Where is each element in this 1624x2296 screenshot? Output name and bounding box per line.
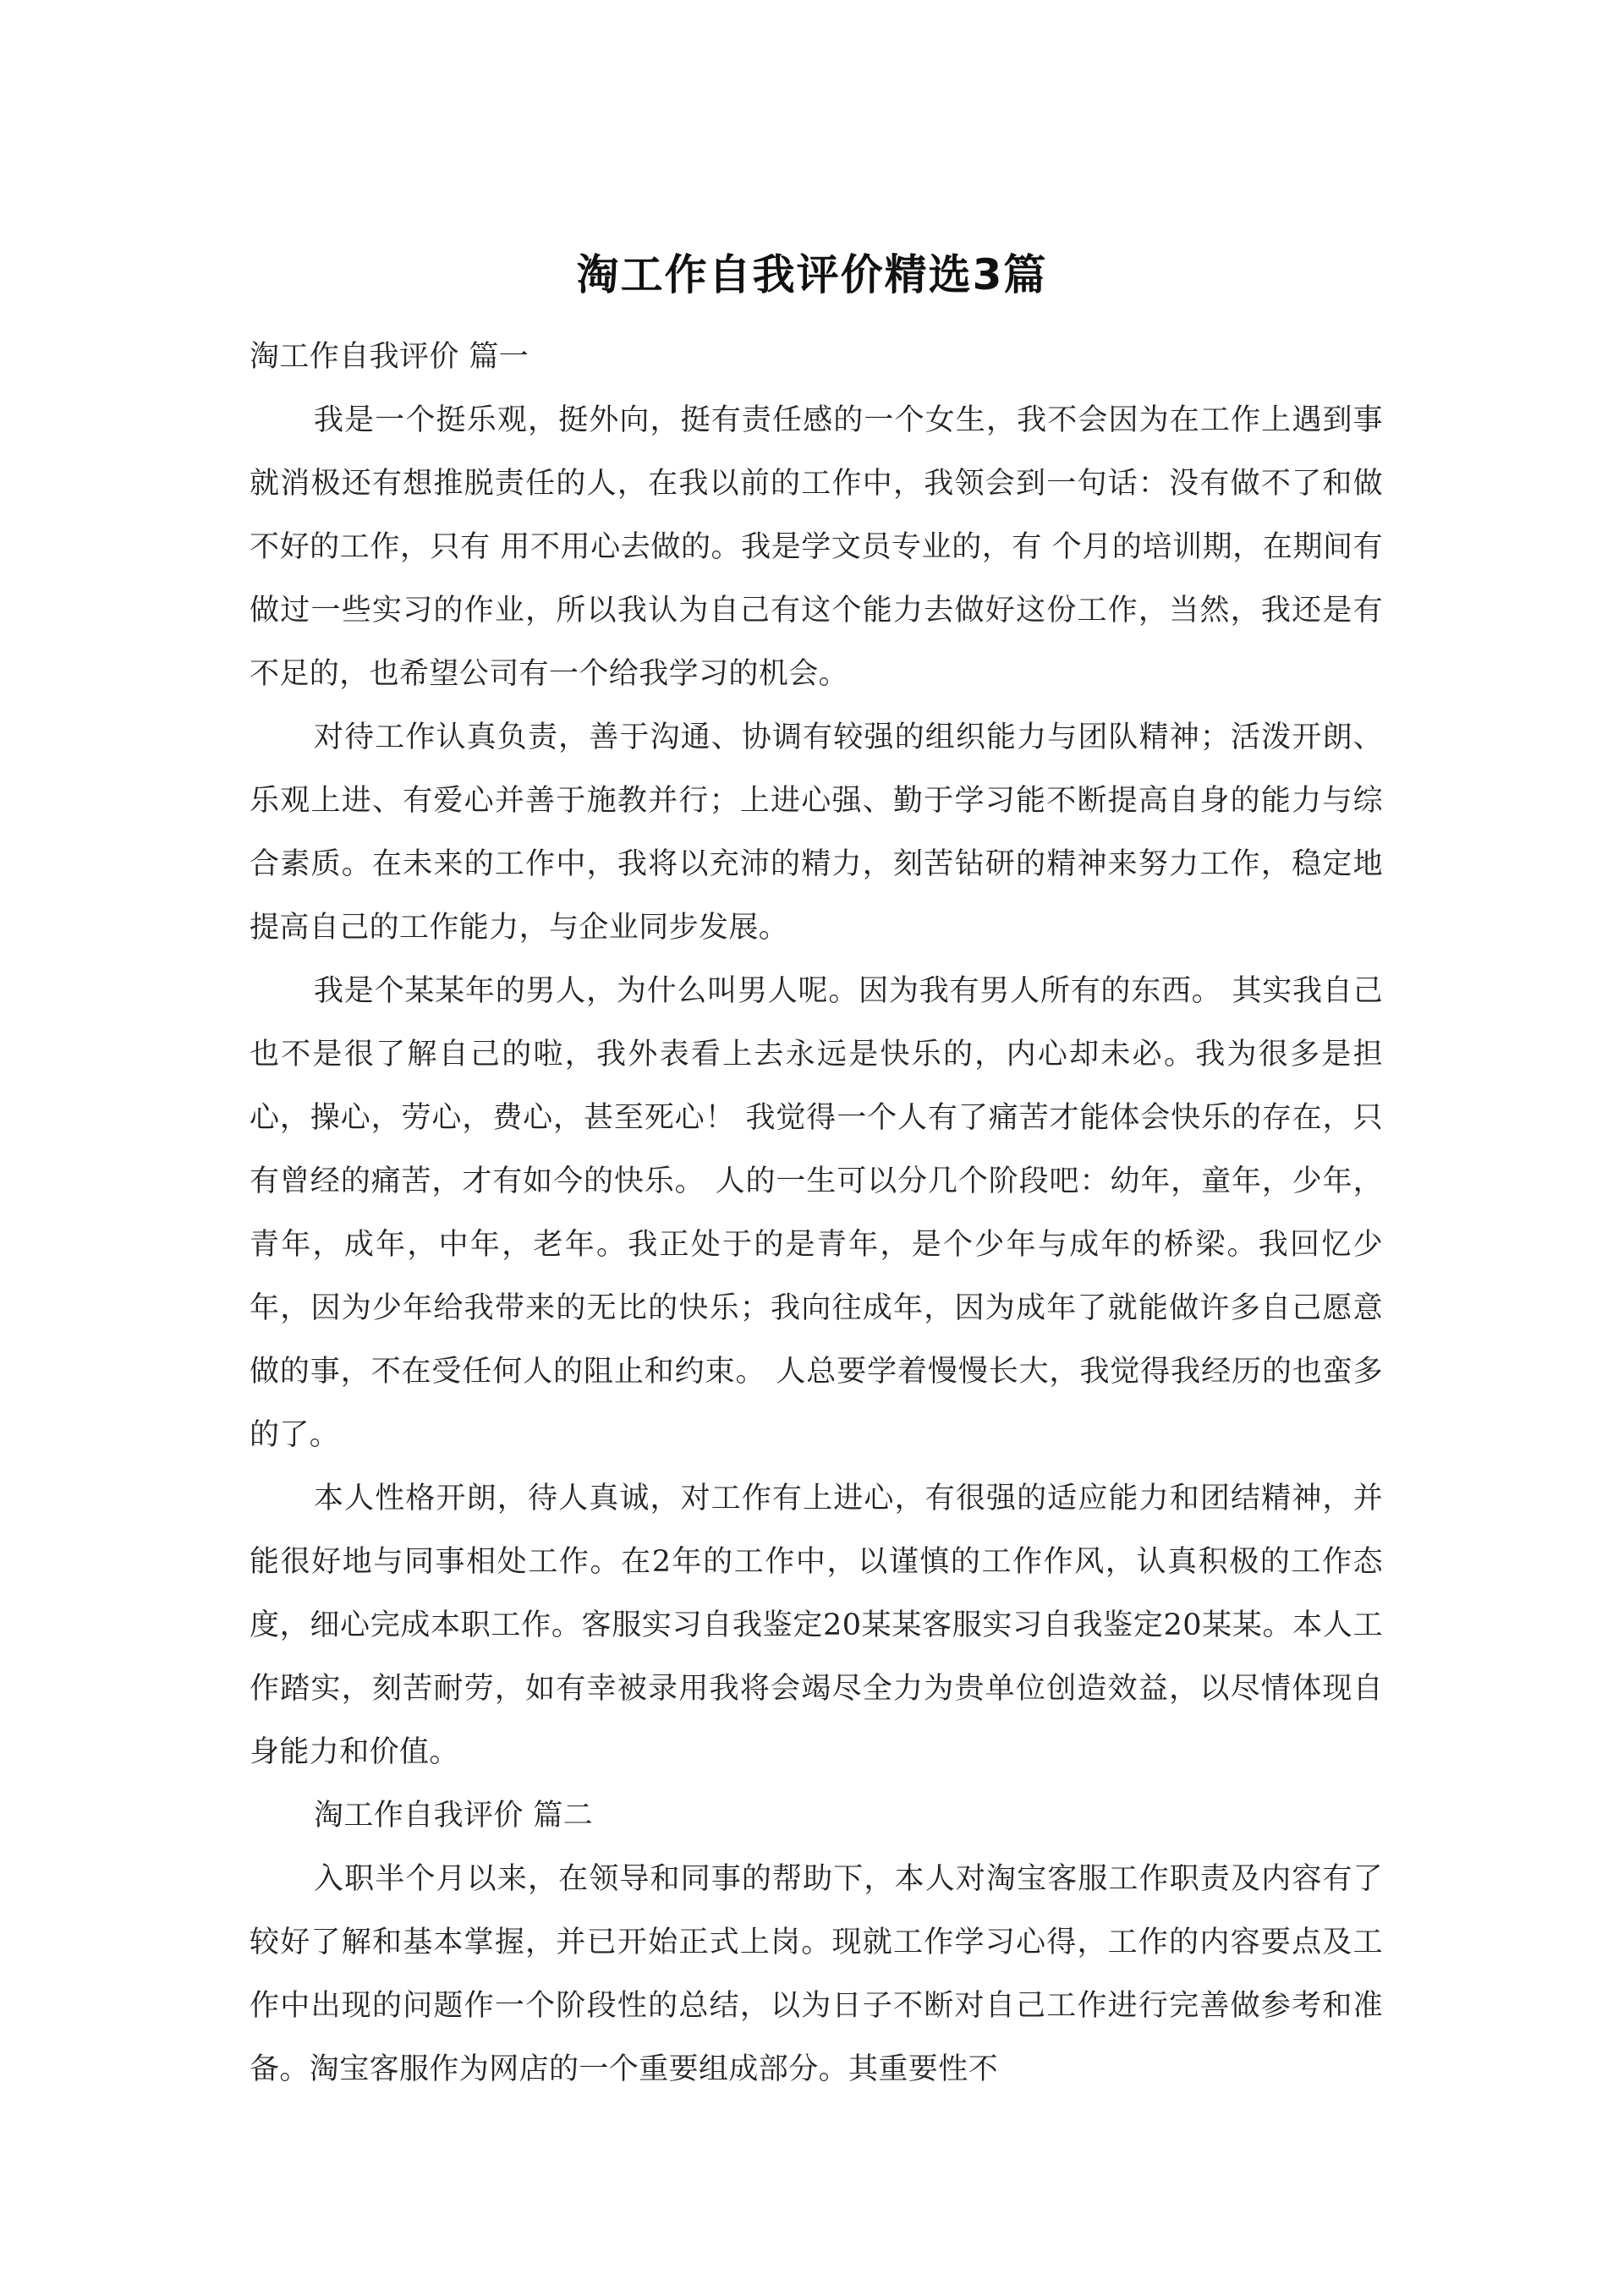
document-body — [250, 326, 1383, 2101]
paragraph-1-2: 对待工作认真负责，善于沟通、协调有较强的组织能力与团队精神；活泼开朗、乐观上进、有爱心并善于施教并行；上进心强、勤于学习能不断提高自身的能力与综合素质。在未来的工作中，我将以充沛的精力，刻苦钻研的精神来努力工作，稳定地提高自己的工作能力，与企业同步发展。 — [250, 721, 1383, 945]
section-heading-2: 淘工作自我评价 篇二 — [314, 1799, 594, 1833]
paragraph-1-3: 我是个某某年的男人，为什么叫男人呢。因为我有男人所有的东西。 其实我自己也不是很了解自己的啦，我外表看上去永远是快乐的，内心却未必。我为很多是担心，操心，劳心，费心，甚至死心！ 我觉得一个人有了痛苦才能体会快乐的存在，只有曾经的痛苦，才有如今的快乐。 人的一生可以分几个阶段吧：幼年，童年，少年，青年，成年，中年，老年。我正处于的是青年，是个少年与成年的桥梁。我回忆少年，因为少年给我带来的无比的快乐；我向往成年，因为成年了就能做许多自己愿意做的事，不在受任何人的阻止和约束。 人总要学着慢慢长大，我觉得我经历的也蛮多的了。 — [250, 974, 1383, 1452]
document-title: 淘工作自我评价精选3篇 — [576, 250, 1048, 299]
paragraph-2-1: 入职半个月以来，在领导和同事的帮助下，本人对淘宝客服工作职责及内容有了较好了解和基本掌握，并已开始正式上岗。现就工作学习心得，工作的内容要点及工作中出现的问题作一个阶段性的总结，以为日子不断对自己工作进行完善做参考和准备。淘宝客服作为网店的一个重要组成部分。其重要性不 — [250, 1862, 1383, 2086]
section-heading-1: 淘工作自我评价 篇一 — [250, 340, 529, 374]
paragraph-1-4: 本人性格开朗，待人真诚，对工作有上进心，有很强的适应能力和团结精神，并能很好地与同事相处工作。在2年的工作中，以谨慎的工作作风，认真积极的工作态度，细心完成本职工作。客服实习自我鉴定20某某客服实习自我鉴定20某某。本人工作踏实，刻苦耐劳，如有幸被录用我将会竭尽全力为贵单位创造效益，以尽情体现自身能力和价值。 — [250, 1482, 1383, 1769]
paragraph-1-1: 我是一个挺乐观，挺外向，挺有责任感的一个女生，我不会因为在工作上遇到事就消极还有想推脱责任的人，在我以前的工作中，我领会到一句话：没有做不了和做不好的工作，只有 用不用心去做的。我是学文员专业的，有 个月的培训期，在期间有做过一些实习的作业，所以我认为自己有这个能力去做好这份工作，当然，我还是有不足的，也希望公司有一个给我学习的机会。 — [250, 403, 1383, 691]
